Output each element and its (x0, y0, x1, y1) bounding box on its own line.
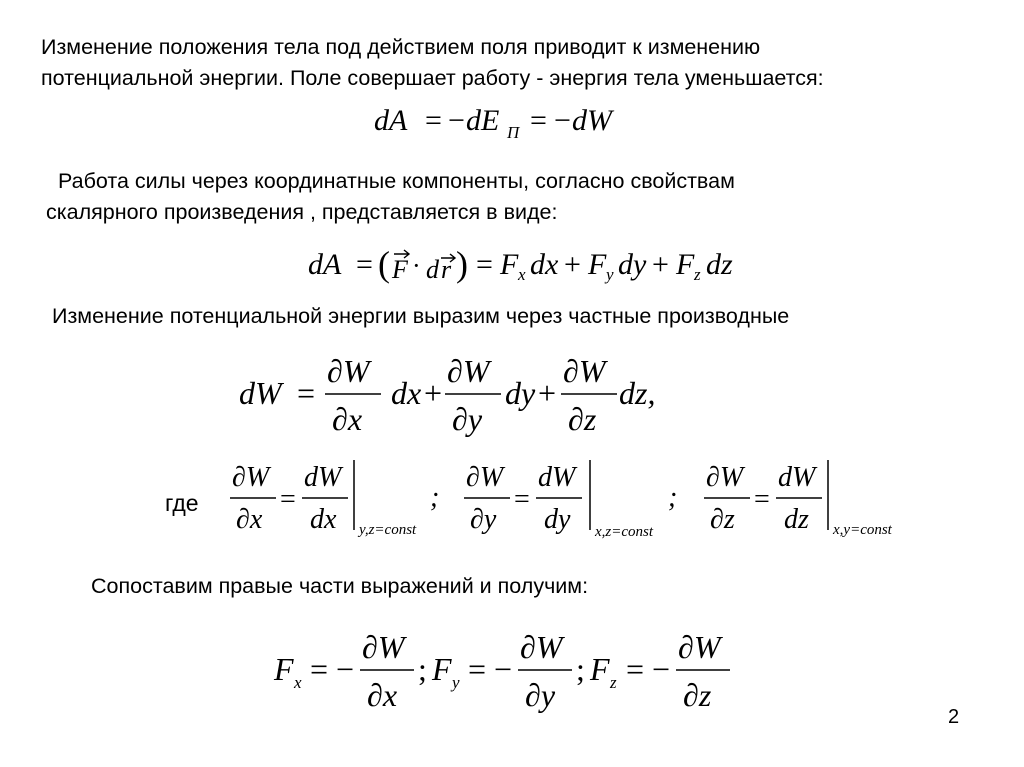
f2-dx: dx (530, 248, 559, 281)
intro-line-2: потенциальной энергии. Поле совершает работу - энергия тела уменьшается: (41, 66, 824, 90)
f2-sub-y: y (606, 265, 614, 284)
intro-line-1: Изменение положения тела под действием поля приводит к изменению (41, 35, 761, 59)
f1-dW: dW (572, 104, 612, 137)
f4-den-py: ∂y (470, 504, 497, 535)
f5-Fy: F (432, 651, 452, 687)
f5-sub-x: x (294, 673, 302, 692)
potential-change-line: Изменение потенциальной энергии выразим через частные производные (52, 304, 790, 328)
work-line-1: Работа силы через координатные компоненты, согласно свойствам (58, 169, 735, 193)
f5-Fx: F (274, 651, 294, 687)
f1-dE: dE (466, 104, 500, 137)
f2-eq1: = (356, 248, 373, 281)
f4-den-pz: ∂z (710, 504, 735, 535)
f1-neg1: − (448, 104, 465, 137)
f2-plus1: + (564, 248, 581, 281)
f4-eq-z: = (754, 484, 770, 515)
f2-d: d (426, 255, 439, 284)
f4-sep-1: ; (430, 482, 440, 513)
f5-num-x: ∂W (362, 629, 405, 665)
f5-minus-z: − (652, 651, 671, 687)
f3-num-2: ∂W (447, 353, 490, 389)
formula-work-components (300, 236, 760, 294)
f5-minus-x: − (336, 651, 355, 687)
f2-rparen: ) (456, 244, 468, 284)
f5-eq-y: = (468, 651, 487, 687)
formula-partial-derivatives (228, 452, 928, 544)
where-label: где (165, 490, 199, 516)
f3-plus-2: + (538, 375, 557, 411)
f4-sep-2: ; (668, 482, 678, 513)
f4-pnum-y: ∂W (466, 462, 504, 493)
f2-sub-z: z (694, 265, 701, 284)
f2-r: r (441, 255, 452, 284)
f2-F: F (392, 255, 408, 284)
compare-line: Сопоставим правые части выражений и получим: (91, 574, 589, 598)
f2-Fy: F (588, 248, 607, 281)
f4-eq-x: = (280, 484, 296, 515)
f5-num-z: ∂W (678, 629, 721, 665)
page-number: 2 (948, 706, 960, 728)
f5-sub-y: y (452, 673, 460, 692)
f5-sep-2: ; (576, 651, 585, 687)
f5-sub-z: z (610, 673, 617, 692)
f4-den-dz: dz (784, 504, 809, 535)
f5-den-x: ∂x (367, 677, 398, 713)
f1-neg2: − (554, 104, 571, 137)
f4-den-dx: dx (310, 504, 337, 535)
f3-eq: = (297, 375, 316, 411)
f5-den-y: ∂y (525, 677, 556, 713)
f4-pnum-x: ∂W (232, 462, 270, 493)
f3-den-y: ∂y (452, 401, 483, 437)
f4-dnum-z: dW (778, 462, 816, 493)
f2-Fz: F (676, 248, 695, 281)
f3-num-1: ∂W (327, 353, 370, 389)
f3-num-3: ∂W (563, 353, 606, 389)
f1-eq2: = (530, 104, 547, 137)
f5-eq-x: = (310, 651, 329, 687)
f4-eq-y: = (514, 484, 530, 515)
work-line-2: скалярного произведения , представляется в виде: (46, 200, 558, 224)
f5-minus-y: − (494, 651, 513, 687)
f3-dz: dz, (619, 375, 656, 411)
f3-dx: dx (391, 375, 422, 411)
f4-den-px: ∂x (236, 504, 263, 535)
formula-force-components (268, 626, 738, 720)
f2-dz: dz (706, 248, 733, 281)
f3-dy: dy (505, 375, 536, 411)
f4-cond-y: x,z=const (595, 524, 654, 540)
f2-eq2: = (476, 248, 493, 281)
f4-pnum-z: ∂W (706, 462, 744, 493)
f4-den-dy: dy (544, 504, 571, 535)
f5-num-y: ∂W (520, 629, 563, 665)
f3-plus-1: + (424, 375, 443, 411)
f2-dA: dA (308, 248, 342, 281)
f4-cond-z: x,y=const (833, 522, 892, 538)
f2-sub-x: x (518, 265, 526, 284)
f1-eq1: = (425, 104, 442, 137)
f2-Fx: F (500, 248, 519, 281)
f2-plus2: + (652, 248, 669, 281)
f2-dy: dy (618, 248, 647, 281)
f1-sub-P: П (507, 123, 520, 142)
f3-den-x: ∂x (332, 401, 363, 437)
formula-total-differential (235, 348, 665, 440)
f2-lparen: ( (378, 244, 390, 284)
f4-dnum-x: dW (304, 462, 342, 493)
f5-Fz: F (590, 651, 610, 687)
f4-cond-x: y,z=const (359, 522, 417, 538)
f5-eq-z: = (626, 651, 645, 687)
f3-den-z: ∂z (568, 401, 597, 437)
formula-energy-work (370, 98, 640, 148)
f4-dnum-y: dW (538, 462, 576, 493)
f5-sep-1: ; (418, 651, 427, 687)
f5-den-z: ∂z (683, 677, 712, 713)
f1-dA: dA (374, 104, 408, 137)
f3-dW: dW (239, 375, 282, 411)
f2-dot: · (412, 251, 421, 280)
